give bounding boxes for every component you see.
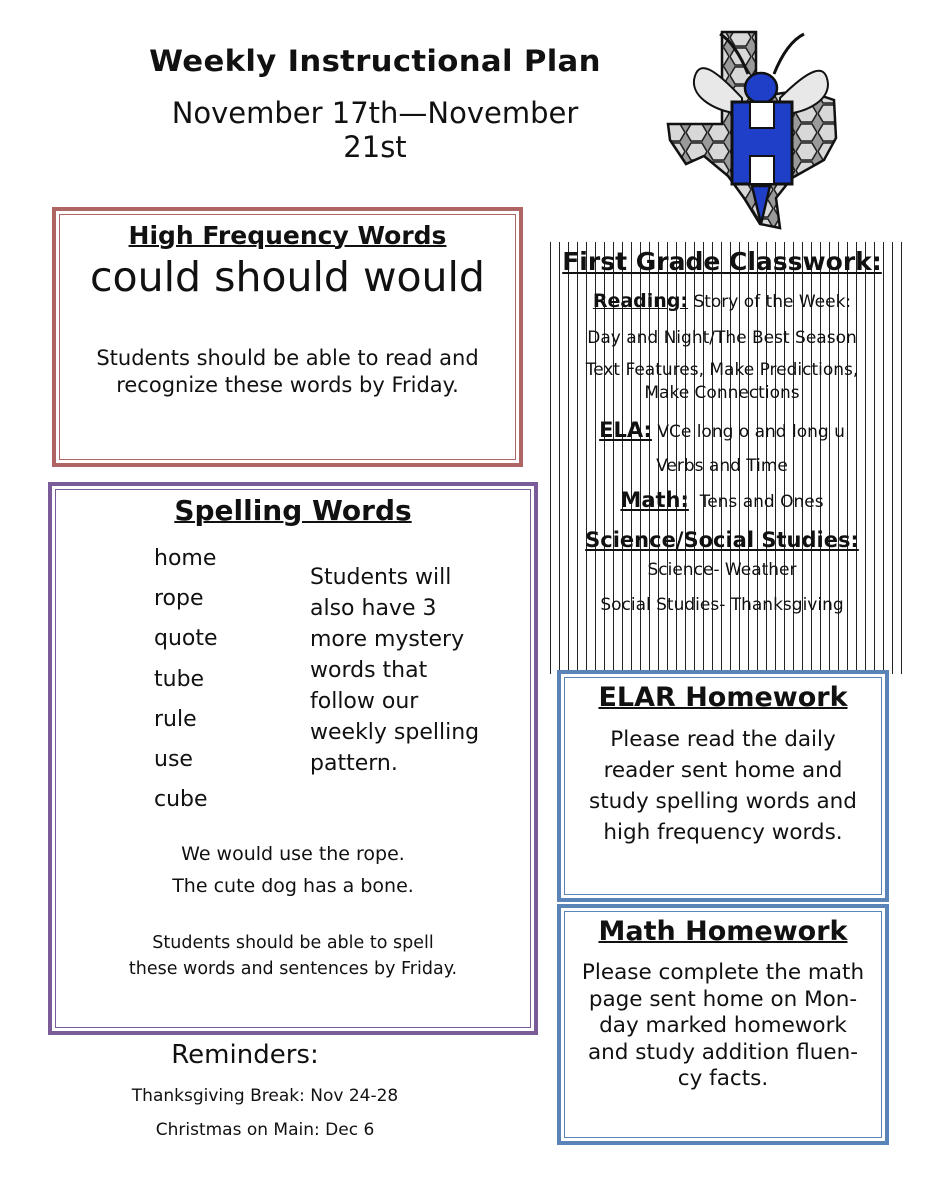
math-homework-text: Please complete the math page sent home on Mon- day marked homework and study addition fluen- cy facts. — [581, 960, 865, 1091]
ela-line-2: Verbs and Time — [656, 456, 788, 476]
reading-skills-line-2: Make Connections — [644, 383, 800, 403]
page-title: Weekly Instructional Plan — [149, 44, 601, 78]
math-homework-box — [557, 904, 889, 1145]
list-item: tube — [154, 666, 205, 692]
reminders-title: Reminders: — [171, 1040, 319, 1070]
math-homework-heading: Math Homework — [598, 916, 848, 947]
elar-homework-text: Please read the daily reader sent home and study spelling words and high frequency words. — [589, 727, 857, 845]
elar-homework-heading: ELAR Homework — [598, 682, 848, 713]
list-item: rope — [154, 586, 204, 612]
list-item: Thanksgiving Break: Nov 24-28 — [131, 1086, 399, 1106]
ela-line: ELA: VCe long o and long u — [599, 418, 845, 442]
date-range: November 17th—November 21st — [171, 96, 579, 164]
list-item: rule — [154, 706, 197, 732]
spelling-words-box — [48, 482, 538, 1035]
classwork-heading: First Grade Classwork: — [562, 247, 882, 276]
reading-skills-line: Text Features, Make Predictions, — [585, 360, 859, 380]
reminders-list — [110, 1083, 420, 1151]
high-frequency-heading: High Frequency Words — [128, 221, 447, 250]
science-line: Science- Weather — [647, 560, 797, 580]
spelling-word-list — [154, 544, 218, 825]
list-item: use — [154, 746, 193, 772]
math-line: Math: Tens and Ones — [620, 488, 824, 512]
list-item: cube — [154, 787, 208, 813]
science-heading: Science/Social Studies: — [585, 528, 859, 552]
social-studies-line: Social Studies- Thanksgiving — [600, 595, 844, 615]
list-item: home — [154, 546, 217, 571]
list-item: quote — [154, 626, 218, 652]
high-frequency-word-list: could should would — [90, 253, 485, 301]
reading-line: Reading: Story of the Week: — [592, 290, 852, 312]
spelling-heading: Spelling Words — [174, 494, 412, 527]
high-frequency-note: Students should be able to read and recognize these words by Friday. — [96, 346, 479, 397]
classwork-panel — [542, 242, 902, 674]
high-frequency-words-box — [52, 207, 523, 467]
hornet-mascot-logo-icon — [664, 28, 844, 234]
mystery-words-note: Students will also have 3 more mystery words that follow our weekly spelling pattern. — [310, 565, 480, 776]
spelling-sentences: We would use the rope. The cute dog has a bone. — [172, 843, 414, 897]
elar-homework-box — [557, 670, 889, 902]
list-item: Christmas on Main: Dec 6 — [155, 1120, 375, 1140]
spelling-footer-note: Students should be able to spell these words and sentences by Friday. — [128, 933, 458, 979]
reading-story-line: Day and Night/The Best Season — [587, 328, 857, 348]
